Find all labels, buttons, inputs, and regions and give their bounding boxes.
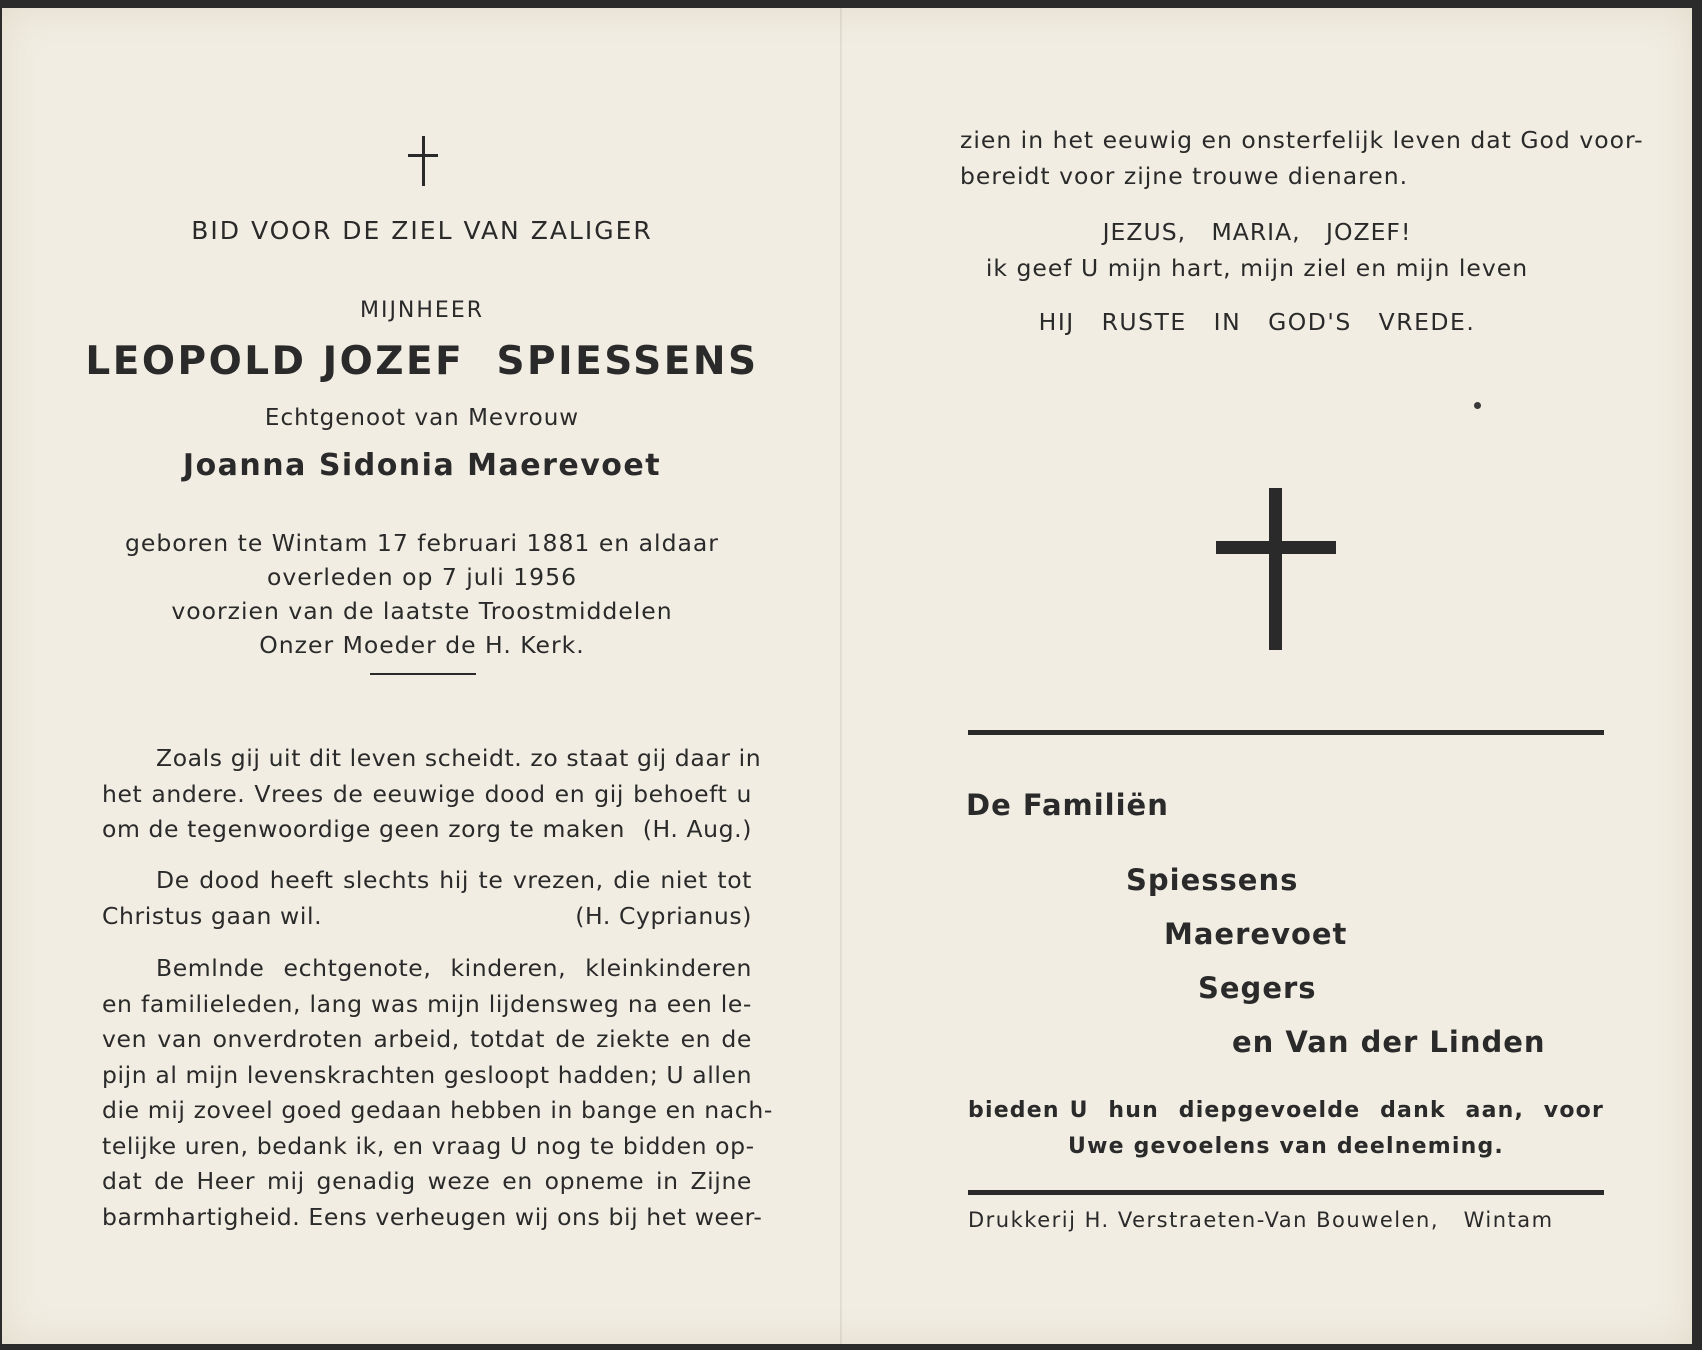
bio-line: voorzien van de laatste Troostmiddelen — [171, 597, 673, 625]
farewell-line: barmhartigheid. Eens verheugen wij ons bij het weer- — [102, 1202, 763, 1231]
farewell-line: Bemlnde echtgenote, kinderen, kleinkinderen — [156, 954, 752, 982]
quote-line: het andere. Vrees de eeuwige dood en gij behoeft u — [102, 779, 752, 808]
farewell-line: en familieleden, lang was mijn lijdensweg na een le- — [102, 989, 752, 1018]
farewell-line: ven van onverdroten arbeid, totdat de ziekte en de — [102, 1025, 752, 1053]
prayer-title: JEZUS, MARIA, JOZEF! — [1102, 218, 1412, 246]
memorial-card — [2, 8, 1692, 1344]
quote-augustinus — [102, 741, 762, 848]
farewell-paragraph — [102, 951, 773, 1235]
large-cross-icon — [1216, 488, 1336, 650]
family-name: en Van der Linden — [1232, 1025, 1546, 1059]
quote-text: Christus gaan wil. — [102, 901, 323, 930]
thanks-line: Uwe gevoelens van deelneming. — [1068, 1134, 1504, 1159]
quote-line: De dood heeft slechts hij te vrezen, die niet tot — [156, 866, 752, 894]
quote-cyprianus — [102, 863, 752, 934]
spouse-name: Joanna Sidonia Maerevoet — [182, 448, 662, 483]
quote-line — [102, 899, 752, 935]
quote-line — [102, 812, 752, 848]
family-name: Segers — [1198, 971, 1317, 1005]
printer-credit: Drukkerij H. Verstraeten-Van Bouwelen, Wintam — [968, 1208, 1554, 1232]
farewell-line: pijn al mijn levenskrachten gesloopt hadden; U allen — [102, 1060, 753, 1089]
family-name: Spiessens — [1126, 863, 1299, 897]
quote-source: (H. Aug.) — [642, 815, 752, 843]
family-name: Maerevoet — [1164, 917, 1348, 951]
spouse-intro: Echtgenoot van Mevrouw — [264, 405, 580, 431]
left-page — [2, 8, 840, 1344]
farewell-line: die mij zoveel goed gedaan hebben in bange en nach- — [102, 1096, 773, 1124]
families-label: De Familiën — [966, 788, 1169, 822]
quote-line: Zoals gij uit dit leven scheidt. zo staat gij daar in — [156, 744, 762, 772]
print-speck — [1474, 402, 1481, 409]
title-mijnheer: MIJNHEER — [359, 298, 485, 323]
quote-text: om de tegenwoordige geen zorg te maken — [102, 815, 625, 843]
prayer-header: BID VOOR DE ZIEL VAN ZALIGER — [191, 216, 653, 245]
thick-rule-top — [968, 730, 1604, 735]
deceased-name: LEOPOLD JOZEF SPIESSENS — [85, 339, 759, 384]
rest-in-peace: HIJ RUSTE IN GOD'S VREDE. — [1038, 308, 1476, 336]
farewell-line: dat de Heer mij genadig weze en opneme in Zijne — [102, 1167, 752, 1195]
continuation-line: bereidt voor zijne trouwe dienaren. — [960, 162, 1409, 190]
continuation-line: zien in het eeuwig en onsterfelijk leven dat God voor- — [960, 126, 1644, 154]
thick-rule-bottom — [968, 1190, 1604, 1195]
small-cross-icon — [408, 136, 438, 186]
bio-block — [2, 526, 842, 662]
divider-rule — [370, 673, 476, 675]
quote-source: (H. Cyprianus) — [575, 901, 752, 930]
prayer-line: ik geef U mijn hart, mijn ziel en mijn leven — [985, 254, 1529, 282]
farewell-line: telijke uren, bedank ik, en vraag U nog te bidden op- — [102, 1131, 755, 1160]
thanks-line: bieden U hun diepgevoelde dank aan, voor — [968, 1098, 1604, 1123]
bio-line: geboren te Wintam 17 februari 1881 en aldaar — [125, 529, 719, 557]
bio-line: Onzer Moeder de H. Kerk. — [259, 631, 585, 659]
bio-line: overleden op 7 juli 1956 — [266, 563, 578, 591]
